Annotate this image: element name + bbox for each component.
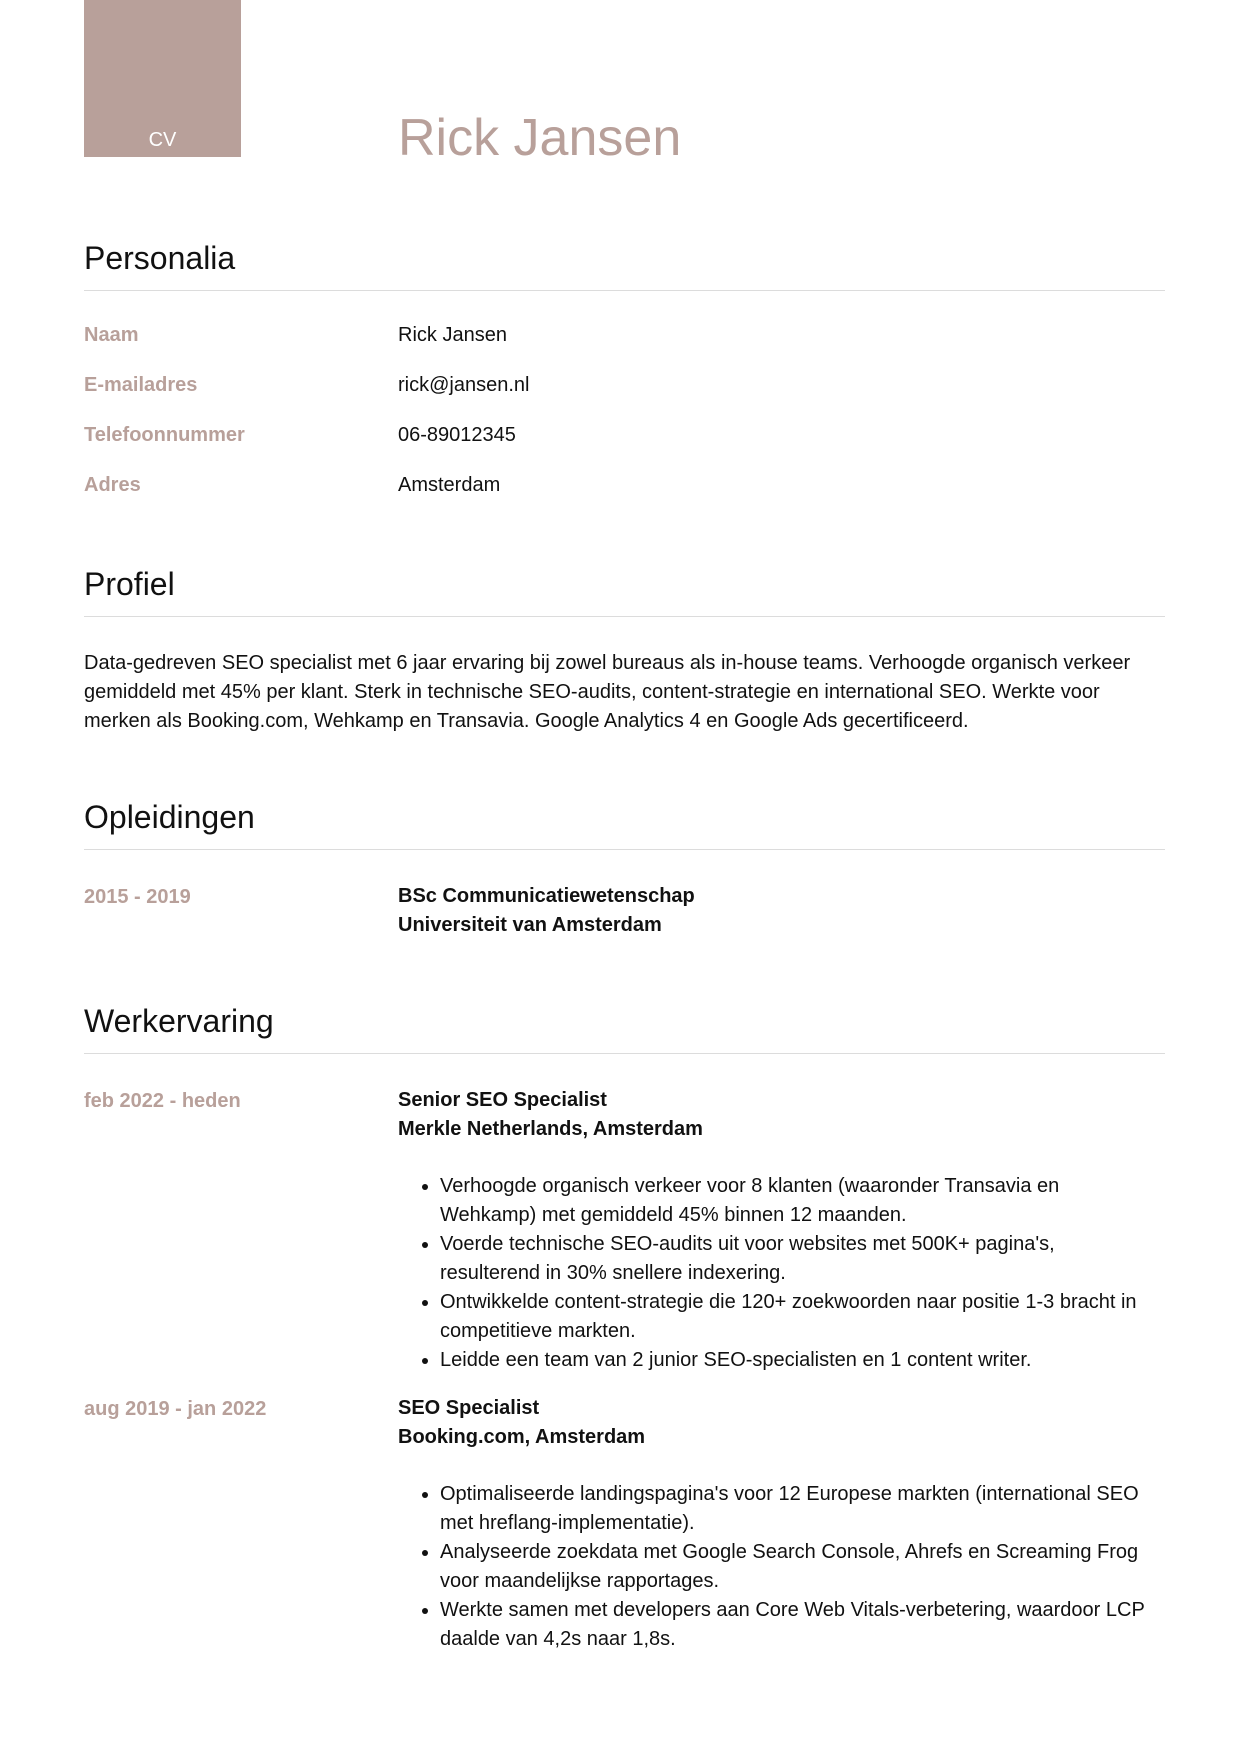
- divider-opleidingen: [84, 849, 1165, 850]
- job-bullets: [398, 1172, 1158, 1375]
- job-period: feb 2022 - heden: [84, 1090, 241, 1112]
- job-bullets: [398, 1480, 1158, 1654]
- cv-badge-label: CV: [148, 129, 177, 151]
- list-item: • Optimaliseerde landingspagina's voor 12 Europese markten (international SEO met hreflang-implementatie).: [440, 1480, 1158, 1538]
- education-period: 2015 - 2019: [84, 886, 191, 908]
- cv-badge: [84, 0, 241, 157]
- value-adres: Amsterdam: [398, 474, 501, 496]
- label-telefoon: Telefoonnummer: [84, 424, 245, 446]
- job-company: Merkle Netherlands, Amsterdam: [398, 1118, 703, 1140]
- job-role: SEO Specialist: [398, 1397, 540, 1419]
- divider-werkervaring: [84, 1053, 1165, 1054]
- list-item: • Voerde technische SEO-audits uit voor websites met 500K+ pagina's, resulterend in 30% snellere indexering.: [440, 1230, 1158, 1288]
- value-naam: Rick Jansen: [398, 324, 507, 346]
- job-company: Booking.com, Amsterdam: [398, 1426, 646, 1448]
- label-email: E-mailadres: [84, 374, 198, 396]
- divider-personalia: [84, 290, 1165, 291]
- list-item: • Verhoogde organisch verkeer voor 8 klanten (waaronder Transavia en Wehkamp) met gemiddeld 45% binnen 12 maanden.: [440, 1172, 1158, 1230]
- divider-profiel: [84, 616, 1165, 617]
- list-item: • Werkte samen met developers aan Core Web Vitals-verbetering, waardoor LCP daalde van 4,2s naar 1,8s.: [440, 1596, 1158, 1654]
- label-adres: Adres: [84, 474, 141, 496]
- list-item: • Ontwikkelde content-strategie die 120+ zoekwoorden naar positie 1-3 bracht in competitieve markten.: [440, 1288, 1158, 1346]
- section-heading-profiel: Profiel: [84, 566, 175, 602]
- education-institution: Universiteit van Amsterdam: [398, 914, 662, 936]
- section-heading-opleidingen: Opleidingen: [84, 799, 255, 835]
- label-naam: Naam: [84, 324, 139, 346]
- job-period: aug 2019 - jan 2022: [84, 1398, 267, 1420]
- section-heading-personalia: Personalia: [84, 240, 236, 276]
- list-item: • Analyseerde zoekdata met Google Search Console, Ahrefs en Screaming Frog voor maandelijkse rapportages.: [440, 1538, 1158, 1596]
- profile-summary: Data-gedreven SEO specialist met 6 jaar ervaring bij zowel bureaus als in-house teams. Verhoogde organisch verkeer gemiddeld met 45% per klant. Sterk in technische SEO-audits, content-strategie en international SEO. Werkte voor merken als Booking.com, Wehkamp en Transavia. Google Analytics 4 en Google Ads gecertificeerd.: [84, 652, 1131, 732]
- value-telefoon: 06-89012345: [398, 424, 516, 446]
- job-role: Senior SEO Specialist: [398, 1089, 607, 1111]
- section-heading-werkervaring: Werkervaring: [84, 1003, 274, 1039]
- list-item: • Leidde een team van 2 junior SEO-specialisten en 1 content writer.: [440, 1346, 1158, 1375]
- education-degree: BSc Communicatiewetenschap: [398, 885, 695, 907]
- page-title: Rick Jansen: [398, 109, 682, 167]
- value-email: rick@jansen.nl: [398, 374, 530, 396]
